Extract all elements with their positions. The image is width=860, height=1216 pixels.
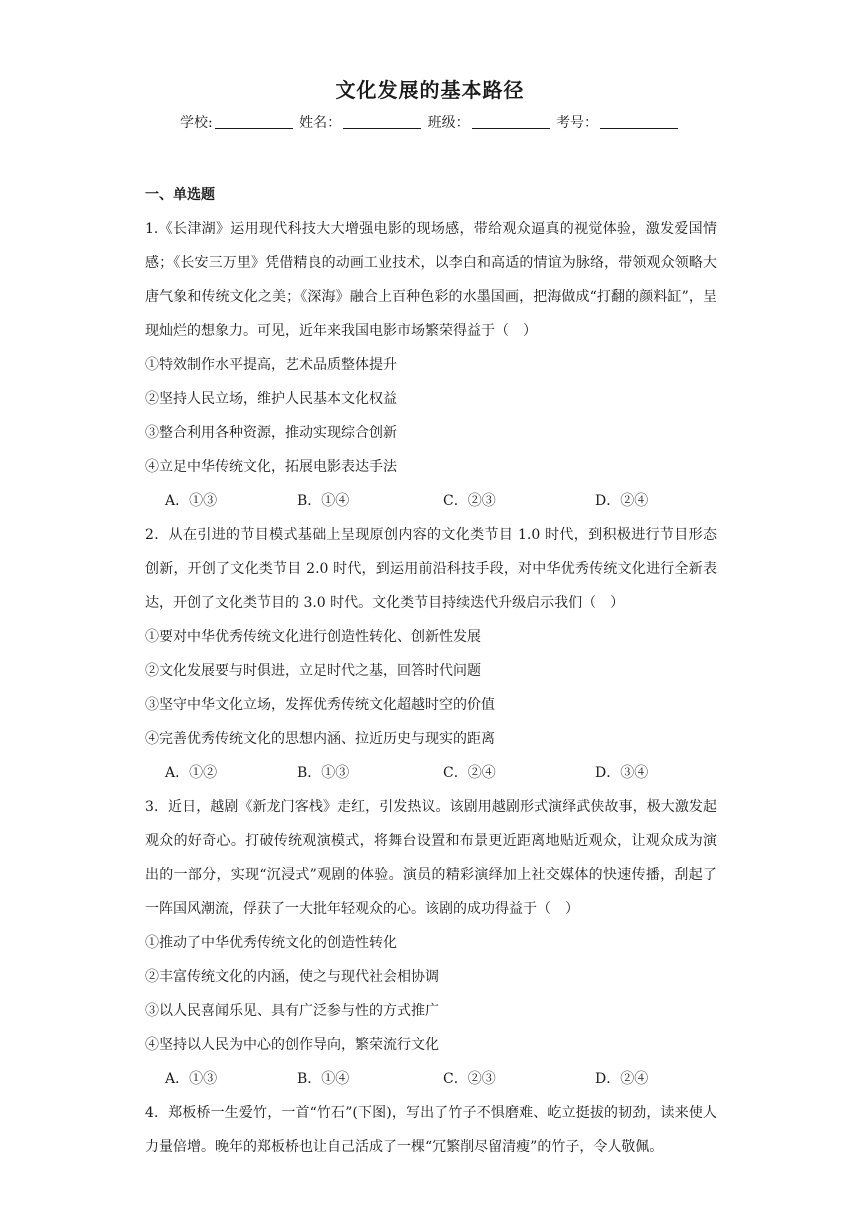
question-2 — [145, 518, 717, 790]
statement: ④坚持以人民为中心的创作导向，繁荣流行文化 — [145, 1037, 439, 1053]
page-title: 文化发展的基本路径 — [335, 78, 525, 102]
choice-a[interactable]: A．①② — [165, 765, 218, 781]
choice-b[interactable]: B．①③ — [297, 765, 350, 781]
section-heading: 一、单选题 — [145, 187, 215, 203]
school-blank[interactable] — [215, 114, 293, 129]
name-label: 姓名： — [299, 115, 342, 131]
question-stem: 4．郑板桥一生爱竹，一首“竹石”(下图)，写出了竹子不惧磨难、屹立挺拔的韧劲，读来使人力量倍增。晚年的郑板桥也让自己活成了一棵“冗繁削尽留清瘦”的竹子，令人敬佩。 — [145, 1105, 717, 1155]
student-info-line — [0, 112, 860, 132]
question-stem: 3．近日，越剧《新龙门客栈》走红，引发热议。该剧用越剧形式演绎武侠故事，极大激发起观众的好奇心。打破传统观演模式，将舞台设置和布景更近距离地贴近观众，让观众成为演出的一部分，实现“沉浸式”观剧的体验。演员的精彩演绎加上社交媒体的快速传播，刮起了一阵国风潮流，俘获了一大批年轻观众的心。该剧的成功得益于（ ） — [145, 799, 717, 917]
statement: ③整合利用各种资源，推动实现综合创新 — [145, 425, 397, 441]
choice-b[interactable]: B．①④ — [297, 493, 350, 509]
exam-number-blank[interactable] — [600, 114, 678, 129]
statement: ①特效制作水平提高，艺术品质整体提升 — [145, 357, 397, 373]
name-blank[interactable] — [343, 114, 421, 129]
question-1 — [145, 212, 717, 518]
question-4 — [145, 1096, 717, 1164]
choice-d[interactable]: D．③④ — [595, 765, 649, 781]
answer-choices — [145, 484, 717, 518]
statement: ③以人民喜闻乐见、具有广泛参与性的方式推广 — [145, 1003, 439, 1019]
statement: ②坚持人民立场，维护人民基本文化权益 — [145, 391, 397, 407]
statement: ③坚守中华文化立场，发挥优秀传统文化超越时空的价值 — [145, 697, 495, 713]
class-label: 班级： — [427, 115, 470, 131]
statement: ①要对中华优秀传统文化进行创造性转化、创新性发展 — [145, 629, 481, 645]
statement: ④立足中华传统文化，拓展电影表达手法 — [145, 459, 397, 475]
question-3 — [145, 790, 717, 1096]
statement: ②文化发展要与时俱进，立足时代之基，回答时代问题 — [145, 663, 481, 679]
statement: ①推动了中华优秀传统文化的创造性转化 — [145, 935, 397, 951]
choice-a[interactable]: A．①③ — [165, 493, 218, 509]
question-stem: 1.《长津湖》运用现代科技大大增强电影的现场感，带给观众逼真的视觉体验，激发爱国情感；《长安三万里》凭借精良的动画工业技术，以李白和高适的情谊为脉络，带领观众领略大唐气象和传统文化之美；《深海》融合上百种色彩的水墨国画，把海做成“打翻的颜料缸”，呈现灿烂的想象力。可见，近年来我国电影市场繁荣得益于（ ） — [145, 221, 717, 339]
choice-c[interactable]: C．②④ — [443, 765, 496, 781]
school-label: 学校: — [179, 115, 213, 131]
question-content — [145, 178, 717, 1164]
answer-choices — [145, 1062, 717, 1096]
statement: ④完善优秀传统文化的思想内涵、拉近历史与现实的距离 — [145, 731, 495, 747]
choice-b[interactable]: B．①④ — [297, 1071, 350, 1087]
exam-number-label: 考号： — [556, 115, 599, 131]
question-stem: 2．从在引进的节目模式基础上呈现原创内容的文化类节目 1.0 时代，到积极进行节目形态创新，开创了文化类节目 2.0 时代，到运用前沿科技手段，对中华优秀传统文化进行全新表达，开创了文化类节目的 3.0 时代。文化类节目持续迭代升级启示我们（ ） — [145, 527, 717, 611]
choice-c[interactable]: C．②③ — [443, 1071, 496, 1087]
choice-a[interactable]: A．①③ — [165, 1071, 218, 1087]
statement: ②丰富传统文化的内涵，使之与现代社会相协调 — [145, 969, 439, 985]
choice-d[interactable]: D．②④ — [595, 1071, 649, 1087]
answer-choices — [145, 756, 717, 790]
class-blank[interactable] — [472, 114, 550, 129]
choice-d[interactable]: D．②④ — [595, 493, 649, 509]
choice-c[interactable]: C．②③ — [443, 493, 496, 509]
